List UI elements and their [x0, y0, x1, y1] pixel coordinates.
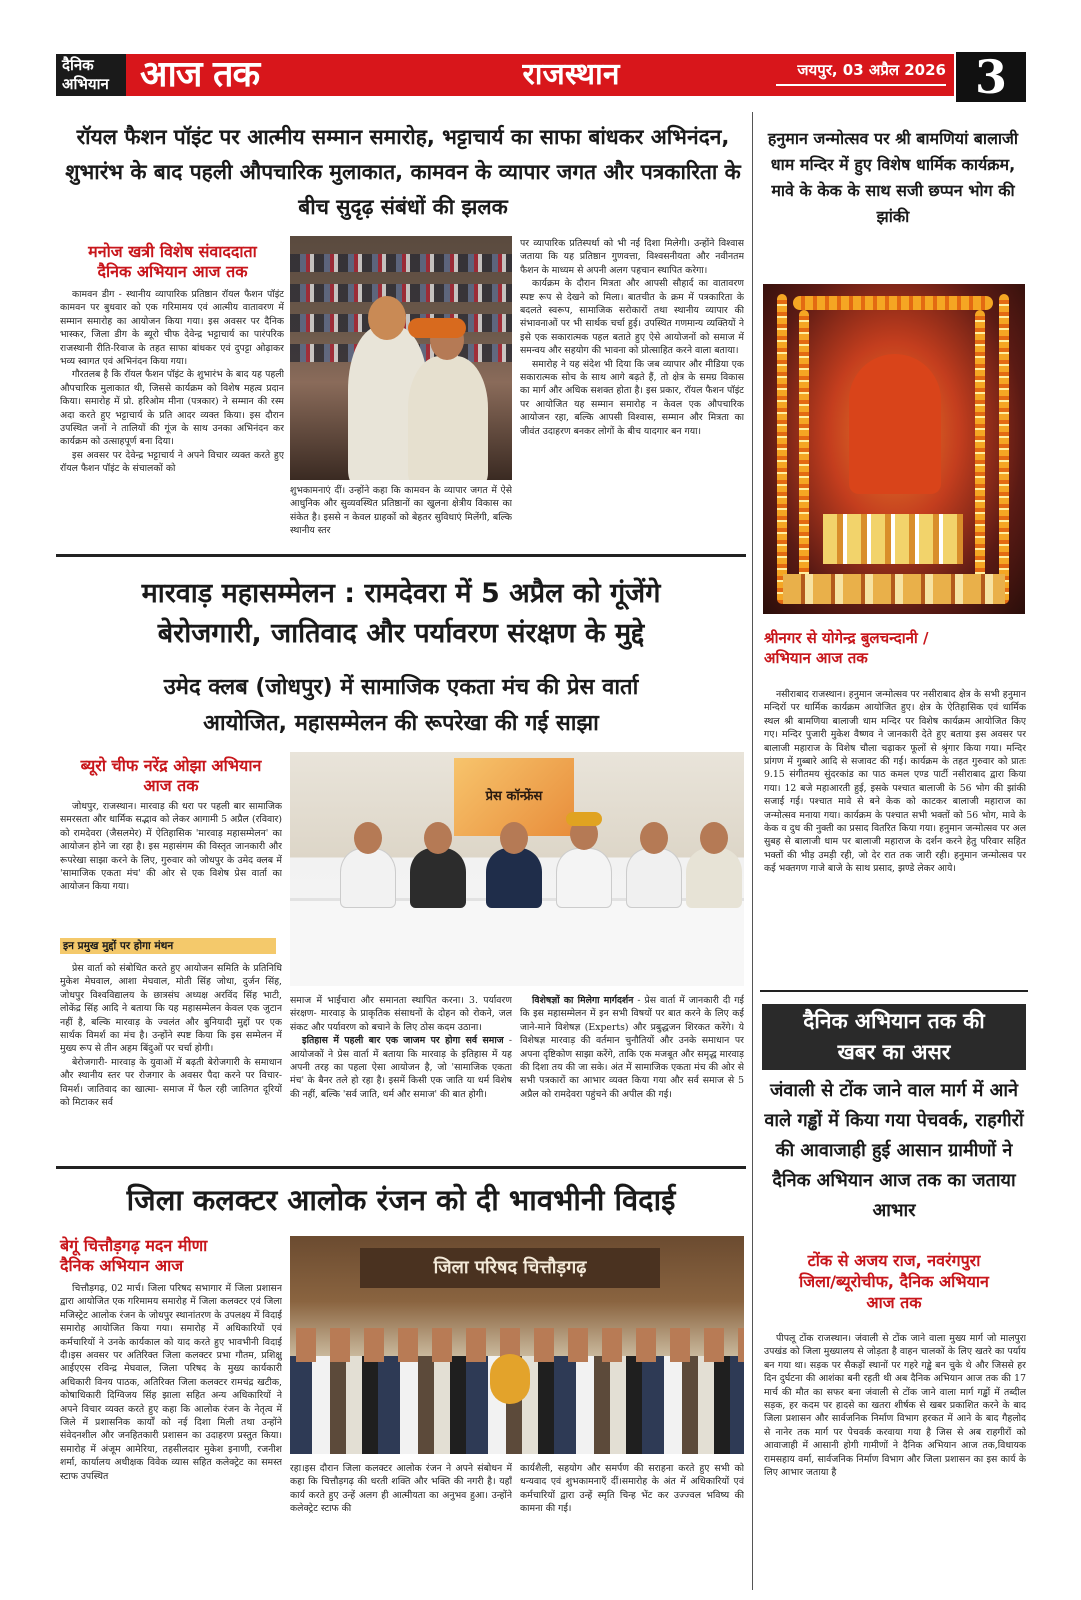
story4-byline [760, 1250, 1028, 1313]
story3-para-1: प्रेस वार्ता को संबोधित करते हुए आयोजन समिति के प्रतिनिधि मुकेश मेघवाल, आशा मेघवाल, मोती सिंह जोधा, दुर्जन सिंह, जोधपुर विश्वविद्यालय के छात्रसंघ अध्यक्ष अरविंद सिंह भाटी, लोकेंद्र सिंह आदि ने बताया कि यह महासम्मेलन केवल एक जुटान नहीं है, बल्कि मारवाड़ के ज्वलंत और बुनियादी मुद्दों पर एक सार्थक विमर्श का मंच है। उन्होंने स्पष्ट किया कि इस सम्मेलन में मुख्य रूप से तीन अहम बिंदुओं पर चर्चा होगी। [60, 963, 282, 1055]
story1-para-2: गौरतलब है कि रॉयल फैशन पॉइंट के शुभारंभ के बाद यह पहली औपचारिक मुलाकात थी, जिससे कार्यक्रम को विशेष महत्व प्रदान किया। समारोह में प्रो. हरिओम मीना (पत्रकार) ने सम्मान की रस्म अदा करते हुए भट्टाचार्य के प्रति आदर व्यक्त किया। इस दौरान उपस्थित जनों ने तालियों की गूंज के साथ उनका अभिनंदन कर कार्यक्रम को उत्साहपूर्ण बना दिया। [60, 369, 284, 448]
story1-para-3: इस अवसर पर देवेन्द्र भट्टाचार्य ने अपने विचार व्यक्त करते हुए रॉयल फैशन पॉइंट के संचालकों को [60, 449, 284, 475]
section-title: राजस्थान [522, 57, 620, 92]
story3-subheadline-line-2: आयोजित, महासम्मेलन की रूपरेखा की गई साझा [203, 711, 599, 736]
impact-box-line-1: दैनिक अभियान तक की [803, 1009, 985, 1033]
story3-col3-text: - प्रेस वार्ता में जानकारी दी गई कि इस महासम्मेलन में इन सभी विषयों पर बात करने के लिए कई जाने-माने विशेषज्ञ (Experts) और प्रबुद्धजन शिरकत करेंगे। ये विशेषज्ञ मारवाड़ की वर्तमान चुनौतियों और उनके समाधान पर अपना दृष्टिकोण साझा करेंगे, ताकि एक मजबूत और समृद्ध मारवाड़ की दिशा तय की जा सके। अंत में सामाजिक एकता मंच की ओर से सभी पत्रकारों का आभार व्यक्त किया गया और सर्व समाज से 5 अप्रैल को रामदेवरा पहुंचने की अपील की गई। [520, 995, 744, 1100]
story1-byline-2: दैनिक अभियान आज तक [97, 262, 248, 281]
story3-byline-1: ब्यूरो चीफ नरेंद्र ओझा अभियान [80, 756, 262, 775]
story5-photo [290, 1236, 744, 1454]
story2-photo [763, 284, 1025, 614]
story1-byline [60, 242, 285, 282]
story2-byline-1: श्रीनगर से योगेन्द्र बुलचन्दानी / [764, 629, 929, 647]
story3-para-2: बेरोजगारी- मारवाड़ के युवाओं में बढ़ती बेरोजगारी के समाधान और स्थानीय स्तर पर रोजगार के अवसर पैदा करने पर विचार-विमर्श। जातिवाद का खात्मा- समाज में फैल रही जातिगत दूरियों को मिटाकर सर्व [60, 1056, 282, 1109]
story3-headline [56, 574, 746, 654]
story5-byline-1: बेगूं चित्तौड़गढ़ मदन मीणा [60, 1236, 208, 1255]
story1-column-3 [520, 237, 744, 544]
story3-column-2 [290, 994, 512, 1156]
story3-col2-text: - आयोजकों ने प्रेस वार्ता में बताया कि मारवाड़ के इतिहास में यह अपनी तरह का पहला ऐसा आयोजन है, जो 'सामाजिक एकता मंच' के बैनर तले हो रहा है। इसमें किसी एक जाति या धर्म विशेष की नहीं, बल्कि 'सर्व जाति, धर्म और समाज' की बात होगी। [290, 1035, 512, 1100]
photo-board-text: जिला परिषद चित्तौड़गढ़ [433, 1257, 587, 1278]
story4-body [764, 1332, 1026, 1590]
paper-logo [56, 54, 126, 96]
impact-box [762, 1004, 1026, 1070]
column-divider-right [752, 112, 753, 1590]
story3-para-3: समाज में भाईचारा और समानता स्थापित करना। 3. पर्यावरण संरक्षण- मारवाड़ के प्राकृतिक संसाधनों के दोहन को रोकने, जल संकट और पर्यावरण को बचाने के लिए ठोस कदम उठाना। [290, 995, 512, 1033]
story3-col2-subhead: इतिहास में पहली बार एक जाजम पर होगा सर्व समाज [302, 1035, 504, 1047]
story1-para-6: कार्यक्रम के दौरान मित्रता और आपसी सौहार्द का वातावरण स्पष्ट रूप से देखने को मिला। बातचीत के क्रम में पत्रकारिता के बदलते स्वरूप, सामाजिक सरोकारों तथा स्थानीय व्यापार की संभावनाओं पर भी सार्थक चर्चा हुई। उपस्थित गणमान्य व्यक्तियों ने इसे एक सकारात्मक पहल बताते हुए ऐसे आयोजनों को समाज में समन्वय और सहयोग की भावना को प्रोत्साहित करने वाला बताया। [520, 278, 744, 357]
story1-photo [290, 236, 512, 480]
story2-body [764, 688, 1026, 978]
story5-para-1: चित्तौड़गढ़, 02 मार्च। जिला परिषद सभागार में जिला प्रशासन द्वारा आयोजित एक गरिमामय समारोह में जिला कलक्टर एवं जिला मजिस्ट्रेट आलोक रंजन के जोधपुर स्थानांतरण के उपलक्ष्य में विदाई समारोह आयोजित किया गया। समारोह में अधिकारियों एवं कर्मचारियों ने उनके कार्यकाल को याद करते हुए भावभीनी विदाई दी।इस अवसर पर अतिरिक्त जिला कलक्टर प्रभा गौतम, प्रशिक्षु आईएएस रविन्द्र मेघवाल, जिला परिषद के मुख्य कार्यकारी अधिकारी विनय पाठक, अतिरिक्त जिला कलक्टर रामचंद्र खटीक, कोषाधिकारी दिग्विजय सिंह झाला सहित अन्य अधिकारियों ने अपने विचार व्यक्त करते हुए कहा कि आलोक रंजन के नेतृत्व में जिले में प्रशासनिक कार्यों को नई दिशा मिली तथा उन्होंने संवेदनशील और जनहितकारी प्रशासन का उदाहरण प्रस्तुत किया।समारोह में अंजूम आमेरिया, तहसीलदार मुकेश इनाणी, रजनीश शर्मा, कार्यालय अधीक्षक विवेक व्यास सहित कलेक्ट्रेट का समस्त स्टाफ उपस्थित [60, 1283, 282, 1482]
story3-para-5 [520, 994, 744, 1101]
story3-para-4 [290, 1034, 512, 1101]
story5-column-3 [520, 1462, 744, 1590]
story3-column-1 [60, 962, 282, 1156]
story4-para: पीपलू टोंक राजस्थान। जंवाली से टोंक जाने वाला मुख्य मार्ग जो मालपुरा उपखंड को जिला मुख्यालय से जोड़ता है वाहन चालकों के लिए खतरे का पर्याय बन गया था। सड़क पर सैकड़ों स्थानों पर गहरे गड्ढे बन चुके थे और जिससे हर दिन दुर्घटना की आशंका बनी रहती थी अब दैनिक अभियान आज तक की 17 मार्च की मौत का सफर बना जंवाली से टोंक जाने वाला मार्ग गड्ढों में तब्दील सड़क, हर कदम पर हादसे का खतरा शीर्षक से खबर प्रकाशित करने के बाद जिला प्रशासन और सार्वजनिक निर्माण विभाग हरकत में आने के बाद गैहलोद से नानेर तक मार्ग पर पेचवर्क करवाया गया है जिस से अब राहगीरों को आवाजाही में आसानी होगी गामीणों ने दैनिक अभियान आज तक,विधायक रामसहाय वर्मा, सार्वजनिक निर्माण विभाग और जिला प्रशासन का इस कार्य के लिए आभार जताया है [764, 1333, 1026, 1479]
story3-intro [60, 800, 282, 928]
story2-headline: हनुमान जन्मोत्सव पर श्री बामणियां बालाजी धाम मन्दिर में हुए विशेष धार्मिक कार्यक्रम, मावे के केक के साथ सजी छप्पन भोग की झांकी [767, 129, 1019, 226]
story3-subhead: इन प्रमुख मुद्दों पर होगा मंथन [60, 938, 276, 954]
story5-para-2: रहा।इस दौरान जिला कलक्टर आलोक रंजन ने अपने संबोधन में कहा कि चित्तौड़गढ़ की धरती शक्ति और भक्ति की नगरी है। यहाँ कार्य करते हुए उन्हें अलग ही आत्मीयता का अनुभव हुआ। उन्होंने कलेक्ट्रेट स्टाफ की [290, 1463, 512, 1515]
story3-byline-2: आज तक [143, 776, 199, 795]
logo-line-2: अभियान [62, 75, 109, 93]
story3-photo [290, 752, 744, 986]
story3-col3-subhead: विशेषज्ञों का मिलेगा मार्गदर्शन [532, 995, 634, 1006]
story4-byline-1: टोंक से अजय राज, नवरंगपुरा [807, 1251, 981, 1270]
story5-para-3: कार्यशैली, सहयोग और समर्पण की सराहना करते हुए सभी को धन्यवाद एवं शुभकामनाएँ दीं।समारोह के अंत में अधिकारियों एवं कर्मचारियों द्वारा उन्हें स्मृति चिन्ह भेंट कर उज्ज्वल भविष्य की कामना की गई। [520, 1463, 744, 1515]
story2-byline [764, 628, 1026, 668]
paper-title: आज तक [140, 54, 260, 95]
story3-column-3 [520, 994, 744, 1156]
story1-para-5: पर व्यापारिक प्रतिस्पर्धा को भी नई दिशा मिलेगी। उन्होंने विश्वास जताया कि यह प्रतिष्ठान गुणवत्ता, विश्वसनीयता और नवीनतम फैशन के माध्यम से अपनी अलग पहचान स्थापित करेगा। [520, 238, 744, 276]
story5-headline: जिला कलक्टर आलोक रंजन को दी भावभीनी विदाई [126, 1183, 676, 1217]
masthead [56, 52, 1026, 102]
story5-column-2 [290, 1462, 512, 1590]
story2-byline-2: अभियान आज तक [764, 649, 868, 667]
story1-para-4: शुभकामनाएं दीं। उन्होंने कहा कि कामवन के व्यापार जगत में ऐसे आधुनिक और सुव्यवस्थित प्रतिष्ठानों का खुलना क्षेत्रीय विकास का संकेत है। इससे न केवल ग्राहकों को बेहतर सुविधाएं मिलेंगी, बल्कि स्थानीय स्तर [290, 485, 512, 537]
story3-subheadline [56, 670, 746, 742]
story3-headline-line-1: मारवाड़ महासम्मेलन : रामदेवरा में 5 अप्रैल को गूंजेंगे [141, 578, 661, 609]
story4-headline: जंवाली से टोंक जाने वाल मार्ग में आने वाले गड्ढों में किया गया पेचवर्क, राहगीरों की आवाजाही हुई आसान ग्रामीणों ने दैनिक अभियान आज तक का जताया आभार [764, 1080, 1024, 1221]
press-banner-text: प्रेस कॉन्फ्रेंस [485, 789, 543, 804]
logo-line-1: दैनिक [62, 56, 94, 74]
story1-column-2 [290, 484, 512, 544]
divider-right-1 [760, 990, 1028, 992]
story3-headline-line-2: बेरोजगारी, जातिवाद और पर्यावरण संरक्षण के मुद्दे [157, 618, 645, 649]
story3-intro-para: जोधपुर, राजस्थान। मारवाड़ की धरा पर पहली बार सामाजिक समरसता और धार्मिक सद्भाव को लेकर आगामी 5 अप्रैल (रविवार) को रामदेवरा (जैसलमेर) में ऐतिहासिक 'मारवाड़ महासम्मेलन' का आयोजन होने जा रहा है। इस महासंगम की विस्तृत जानकारी और रूपरेखा साझा करने के लिए, गुरुवार को जोधपुर के उमेद क्लब में 'सामाजिक एकता मंच' की ओर से एक विशेष प्रेस वार्ता का आयोजन किया गया। [60, 801, 282, 893]
story1-column-1 [60, 288, 284, 544]
issue-date: जयपुर, 03 अप्रैल 2026 [776, 60, 946, 86]
story5-byline [60, 1236, 282, 1276]
story4-byline-2: जिला/ब्यूरोचीफ, दैनिक अभियान [799, 1272, 989, 1291]
story4-byline-3: आज तक [866, 1293, 922, 1312]
story1-para-7: समारोह ने यह संदेश भी दिया कि जब व्यापार और मीडिया एक सकारात्मक सोच के साथ आगे बढ़ते हैं, तो क्षेत्र के समग्र विकास का मार्ग और अधिक सशक्त होता है। इस प्रकार, रॉयल फैशन पॉइंट पर आयोजित यह सम्मान समारोह न केवल एक औपचारिक आयोजन रहा, बल्कि आपसी विश्वास, सम्मान और मित्रता का जीवंत उदाहरण बनकर लोगों के बीच यादगार बन गया। [520, 358, 744, 437]
page-number: 3 [956, 52, 1026, 102]
story5-byline-2: दैनिक अभियान आज [60, 1256, 184, 1275]
impact-box-line-2: खबर का असर [837, 1040, 951, 1064]
story3-subheadline-line-1: उमेद क्लब (जोधपुर) में सामाजिक एकता मंच की प्रेस वार्ता [163, 675, 639, 700]
story3-byline [60, 756, 282, 796]
story1-para-1: कामवन डीग - स्थानीय व्यापारिक प्रतिष्ठान रॉयल फैशन पॉइंट कामवन पर बुधवार को एक गरिमामय एवं आत्मीय वातावरण में सम्मान समारोह का आयोजन किया गया। इस अवसर पर दैनिक भास्कर, जिला डीग के ब्यूरो चीफ देवेन्द्र भट्टाचार्य का पारंपरिक राजस्थानी रीति-रिवाज के तहत साफा बांधकर एवं दुपट्टा ओढ़ाकर भव्य स्वागत एवं अभिनंदन किया गया। [60, 289, 284, 368]
story1-headline: रॉयल फैशन पॉइंट पर आत्मीय सम्मान समारोह, भट्टाचार्य का साफा बांधकर अभिनंदन, शुभारंभ के बाद पहली औपचारिक मुलाकात, कामवन के व्यापार जगत और पत्रकारिता के बीच सुदृढ़ संबंधों की झलक [65, 125, 741, 219]
story2-para: नसीराबाद राजस्थान। हनुमान जन्मोत्सव पर नसीराबाद क्षेत्र के सभी हनुमान मन्दिरों पर धार्मिक कार्यक्रम आयोजित हुए। क्षेत्र के ऐतिहासिक एवं धार्मिक स्थल श्री बामणिया बालाजी धाम मन्दिर पर विशेष कार्यक्रम आयोजित किए गए। मन्दिर पुजारी मुकेश वैष्णव ने जानकारी देते हुए बताया इस अवसर पर बालाजी महाराज के विशेष चौला चढ़ाकर फूलों से श्रृंगार किया गया। मन्दिर प्रांगण में गुब्बारे आदि से सजावट की गई। कार्यक्रम के तहत गुरुवार को प्रातः 9.15 संगीतमय सुंदरकांड का पाठ कमल एण्ड पार्टी नसीराबाद द्वारा किया गया। 12 बजे महाआरती हुई, इसके पश्चात बालाजी के 56 भोग की झांकी सजाई गई। पश्चात मावे से बने केक को काटकर बालाजी महाराज का जन्मोत्सव मनाया गया। कार्यक्रम के पश्चात सभी भक्तों को 56 भोग, मावे के केक व दुध की नुक्ती का प्रसाद वितरित किया गया। हनुमान जन्मोत्सव पर अल सुबह से बालाजी धाम पर बालाजी महाराज के दर्शन करने हेतु परिवार सहित भक्तों की भीड़ उमड़ी रही, जो देर रात तक जारी रही। हनुमान जन्मोत्सव पर कई भक्तगण गाजे बाजे के साथ प्रसाद, झण्डे लेकर आये। [764, 689, 1026, 875]
story5-column-1 [60, 1282, 282, 1590]
divider-2 [56, 1166, 746, 1169]
divider-1 [56, 554, 746, 557]
story1-byline-1: मनोज खत्री विशेष संवाददाता [88, 242, 257, 261]
